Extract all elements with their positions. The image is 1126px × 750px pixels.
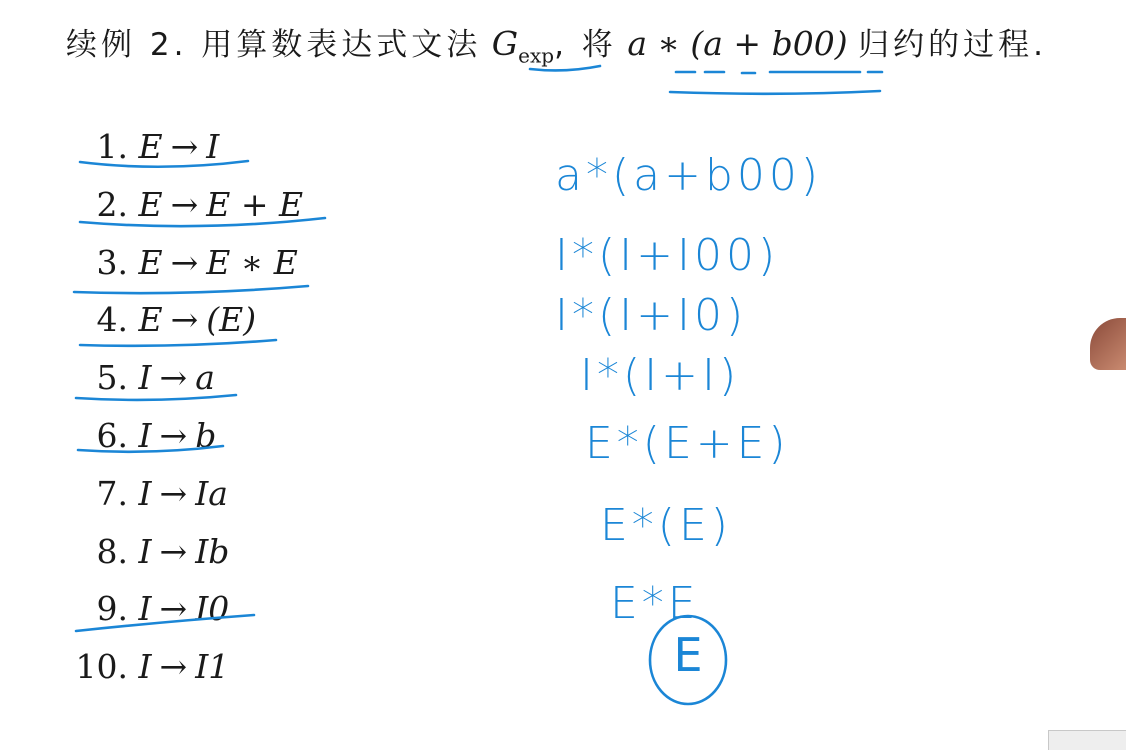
title-expression: a ∗ (a + b00) xyxy=(627,24,848,63)
rule-lhs: I xyxy=(138,358,152,398)
reduction-step: E*(E+E) xyxy=(585,418,790,469)
arrow-icon: → xyxy=(170,300,199,340)
rule-number: 3. xyxy=(96,242,128,282)
reduction-step: I*(I+I00) xyxy=(555,230,780,281)
rule-number: 2. xyxy=(96,184,128,224)
arrow-icon: → xyxy=(170,127,199,166)
rule-lhs: I xyxy=(138,415,152,455)
rule-rhs: b xyxy=(195,415,217,455)
title-tail: 归约的过程. xyxy=(858,27,1047,63)
rule-rhs: Ib xyxy=(195,531,230,571)
reduction-step: I*(I+I) xyxy=(580,350,741,401)
grammar-subscript: exp xyxy=(518,43,555,68)
reduction-step: a*(a+b00) xyxy=(555,150,823,201)
rule-number: 5. xyxy=(96,358,128,398)
rule-number: 10. xyxy=(75,647,128,687)
arrow-icon: → xyxy=(170,184,199,224)
rule-rhs: E + E xyxy=(206,184,304,224)
rule-lhs: I xyxy=(138,531,152,571)
rule-lhs: I xyxy=(138,647,152,687)
rule-rhs: E ∗ E xyxy=(206,242,298,282)
reduction-step: E*(E) xyxy=(600,500,732,551)
rule-lhs: I xyxy=(138,473,152,513)
rule-lhs: E xyxy=(138,184,163,224)
arrow-icon: → xyxy=(170,242,199,282)
arrow-icon: → xyxy=(159,415,188,455)
reduction-step: E*E xyxy=(610,578,700,629)
arrow-icon: → xyxy=(159,647,188,687)
arrow-icon: → xyxy=(159,473,188,513)
rule-number: 4. xyxy=(96,300,128,340)
rule-number: 9. xyxy=(96,589,128,629)
grammar-symbol: G xyxy=(491,24,519,63)
arrow-icon: → xyxy=(159,589,188,629)
rule-rhs: (E) xyxy=(206,300,257,340)
title-lead: 续例 2. 用算数表达式文法 xyxy=(66,27,482,63)
title-mid: , 将 xyxy=(554,27,617,63)
arrow-icon: → xyxy=(159,531,188,571)
rule-rhs: I0 xyxy=(195,589,230,629)
rule-number: 7. xyxy=(96,473,128,513)
rule-number: 6. xyxy=(96,415,128,455)
reduction-step: I*(I+I0) xyxy=(555,290,748,341)
rule-rhs: I xyxy=(206,127,220,166)
rule-lhs: I xyxy=(138,589,152,629)
player-control-tab[interactable] xyxy=(1048,730,1126,750)
rule-lhs: E xyxy=(138,127,163,166)
rule-number: 8. xyxy=(96,531,128,571)
rule-rhs: a xyxy=(195,358,215,398)
arrow-icon: → xyxy=(159,358,188,398)
rule-lhs: E xyxy=(138,300,163,340)
rule-rhs: I1 xyxy=(195,647,230,687)
rule-lhs: E xyxy=(138,242,163,282)
rule-number: 1. xyxy=(96,127,128,166)
rule-rhs: Ia xyxy=(195,473,228,513)
final-result: E xyxy=(673,628,703,682)
